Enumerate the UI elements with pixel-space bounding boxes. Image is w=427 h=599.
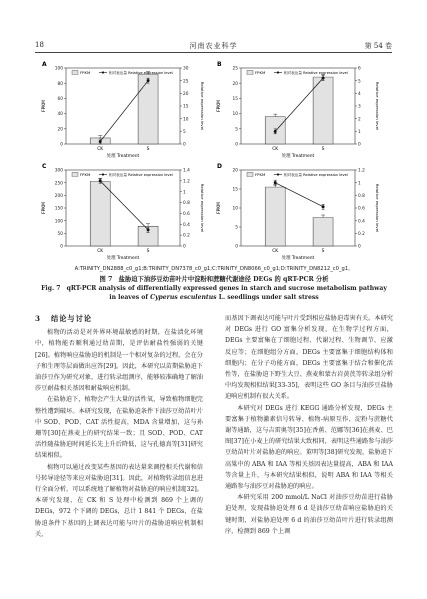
y-left-tick-label: 0	[60, 244, 63, 250]
y-left-tick-label: 60	[57, 97, 63, 102]
y-right-tick-label: 0.2	[183, 233, 190, 239]
y-left-axis-title: FPKM	[42, 100, 47, 112]
y-right-tick-label: 0.8	[358, 193, 365, 199]
y-right-tick-label: 10	[183, 117, 189, 123]
panel-letter: C	[42, 163, 47, 170]
legend-swatch-rel-point	[277, 173, 279, 175]
y-left-tick-label: 40	[57, 112, 63, 118]
y-right-tick-label: 6	[358, 66, 361, 72]
bar-fpkm	[90, 181, 110, 246]
paragraph: 本研究采用 200 mmol/L NaCl 对油莎豆幼苗进行盐胁迫处理，发现盐胁迫处理 6 d 是油莎豆幼苗响应盐胁迫的关键时期，对盐胁迫处理 6 d 的油莎豆幼苗叶片进行转录组测序，检测到 869 个上调	[225, 494, 393, 535]
y-right-tick-label: 20	[183, 91, 189, 97]
bar-fpkm	[265, 187, 285, 246]
y-left-tick-label: 200	[54, 193, 63, 199]
chart-panel-d	[215, 164, 385, 262]
y-left-tick-label: 15	[232, 97, 238, 102]
panel-letter: A	[42, 61, 47, 68]
plot-frame	[66, 170, 180, 246]
bar-fpkm	[313, 218, 333, 247]
y-right-tick-label: 0.4	[183, 222, 190, 228]
x-tick-label: S	[321, 249, 325, 254]
y-right-tick-label: 0.6	[183, 212, 190, 218]
y-left-tick-label: 80	[57, 81, 63, 87]
y-right-tick-label: 1.4	[183, 168, 190, 174]
y-right-tick-label: 5	[358, 79, 361, 85]
y-right-tick-label: 0.4	[358, 219, 365, 225]
y-right-axis-title: Relative expression level	[375, 183, 380, 233]
legend-swatch-fpkm	[247, 173, 253, 177]
legend-label-fpkm: FPKM	[255, 172, 266, 177]
paragraph: 植物的活动是对外界环境最敏感的时期，在盐渍化环境中，植物能否顺利通过幼苗期，是评估耐盐性强弱的关键[26]。植物响应盐胁迫的机制是一个相对复杂的过程，会在分子和生理等层面做出应答[29]。因此，本研究以苗期盐胁迫下油莎豆作为研究对象，进行转录组测序，能够较准确地了解油莎豆耐盐相关基因和耐盐响应机制。	[35, 329, 203, 393]
point-relative-expression	[274, 181, 277, 184]
point-relative-expression	[147, 79, 150, 82]
y-right-tick-label: 1	[358, 181, 361, 187]
y-left-tick-label: 10	[232, 112, 238, 118]
y-right-tick-label: 0	[358, 244, 361, 250]
y-left-tick-label: 300	[54, 168, 63, 174]
chart-svg	[215, 62, 385, 160]
y-left-tick-label: 150	[54, 206, 63, 212]
y-left-tick-label: 25	[232, 66, 238, 72]
x-tick-label: S	[146, 147, 150, 152]
bar-fpkm	[313, 77, 333, 144]
y-left-tick-label: 50	[57, 231, 63, 237]
y-left-tick-label: 0	[235, 244, 238, 250]
y-right-axis-title: Relative expression level	[375, 81, 380, 131]
legend-swatch-rel-point	[277, 71, 279, 73]
y-left-tick-label: 10	[232, 206, 238, 212]
paragraph: 本研究对 DEGs 进行 KEGG 通路分析发现，DEGs 主要富集于植物激素信号转导、植物-病原互作、淀粉与蔗糖代谢等通路，这与吉雷奥等[35]在香蕉、范娜等[36]在燕麦、巴图[37]在小麦上的研究结果大致相同，表明这些通路参与油莎豆幼苗叶片对盐胁迫的响应。董明等[38]研究发现，盐胁迫下高粱中的 ABA 和 IAA 等相关基因表达量提高，ABA 和 IAA 等含量上升，与本研究结果相似，说明 ABA 和 IAA 等相关通路参与油莎豆对盐胁迫的响应。	[225, 404, 393, 491]
y-right-tick-label: 15	[183, 104, 189, 110]
y-right-tick-label: 1	[358, 129, 361, 135]
y-right-tick-label: 0	[358, 142, 361, 148]
y-left-tick-label: 20	[232, 81, 238, 87]
y-left-axis-title: FPKM	[217, 202, 222, 214]
panel-letter: B	[217, 61, 222, 68]
y-right-axis-title: Relative expression level	[200, 81, 205, 131]
y-right-tick-label: 1	[183, 190, 186, 196]
y-left-tick-label: 100	[54, 219, 63, 225]
legend-label-rel: 相对表达量 Relative expression level	[284, 173, 348, 177]
y-right-tick-label: 1.2	[358, 168, 365, 174]
figure-gene-legend: A:TRINITY_DN2888_c0_g1;B:TRINITY_DN7378_c0_g1;C:TRINITY_DN8066_c0_g1;D:TRINITY_DN8212_c0_g1。	[74, 266, 354, 272]
y-right-tick-label: 2	[358, 117, 361, 123]
legend-label-fpkm: FPKM	[255, 70, 266, 75]
y-left-tick-label: 5	[235, 225, 238, 231]
y-right-tick-label: 0.2	[358, 231, 365, 237]
y-right-tick-label: 1.2	[183, 179, 190, 185]
legend-label-fpkm: FPKM	[80, 172, 91, 177]
y-left-tick-label: 100	[54, 66, 63, 72]
point-relative-expression	[274, 130, 277, 133]
figure-caption-en: Fig. 7 qRT-PCR analysis of differentially expressed genes in starch and sucrose metabolism pathway in leaves of Cyperus esculentus L. seedlings under salt stress	[41, 285, 387, 301]
point-relative-expression	[99, 140, 102, 143]
legend-swatch-rel-point	[102, 173, 104, 175]
x-tick-label: S	[321, 147, 325, 152]
bar-fpkm	[138, 74, 158, 144]
y-right-tick-label: 0	[183, 142, 186, 148]
x-axis-title: 处理 Treatment	[106, 256, 140, 261]
y-right-tick-label: 25	[183, 79, 189, 85]
point-relative-expression	[322, 77, 325, 80]
x-axis-title: 处理 Treatment	[281, 256, 315, 261]
section-heading: 3 结论与讨论	[35, 314, 92, 323]
point-relative-expression	[99, 179, 102, 182]
y-left-axis-title: FPKM	[42, 202, 47, 214]
chart-svg	[215, 164, 385, 262]
y-left-tick-label: 20	[232, 168, 238, 174]
chart-panel-c	[40, 164, 210, 262]
point-relative-expression	[322, 205, 325, 208]
running-header	[35, 40, 392, 53]
legend-swatch-fpkm	[72, 173, 78, 177]
panel-letter: D	[217, 163, 222, 170]
page-number: 18	[35, 41, 44, 49]
y-right-tick-label: 30	[183, 66, 189, 72]
y-left-tick-label: 15	[232, 187, 238, 193]
chart-svg	[40, 164, 210, 262]
chart-svg	[40, 62, 210, 160]
right-column	[225, 313, 393, 537]
x-axis-title: 处理 Treatment	[106, 154, 140, 159]
legend-label-rel: 相对表达量 Relative expression level	[109, 173, 173, 177]
y-right-tick-label: 0.6	[358, 206, 365, 212]
legend-swatch-fpkm	[72, 71, 78, 75]
x-axis-title: 处理 Treatment	[281, 154, 315, 159]
paragraph: 而基因下调表达可能与叶片受到相应盐胁迫毒害有关。本研究对 DEGs 进行 GO 富集分析发现，在生物学过程方面，DEGs 主要富集在了细胞过程、代谢过程、生物调节、应激反应等；在细胞组分方面，DEGs 主要富集于细胞结构体和细胞内；在分子功能方面，DEGs 主要富集于结合和催化活性等，在盐胁迫下野生大豆、燕麦和蒙古岩黄芪等转录组分析中均发现相似结果[33-35]，表明这些 GO 条目与油莎豆盐胁迫响应机制有很大关系。	[225, 315, 393, 401]
x-tick-label: CK	[272, 249, 279, 254]
y-right-tick-label: 5	[183, 129, 186, 135]
y-right-tick-label: 0	[183, 244, 186, 250]
volume-label: 第 54 卷	[364, 42, 392, 50]
legend-swatch-rel-point	[102, 71, 104, 73]
y-left-axis-title: FPKM	[217, 100, 222, 112]
journal-title: 河南农业科学	[189, 42, 238, 50]
chart-panel-b	[215, 62, 385, 160]
y-right-axis-title: Relative expression level	[200, 183, 205, 233]
chart-panel-a	[40, 62, 210, 160]
left-column	[35, 313, 203, 540]
y-left-tick-label: 250	[54, 181, 63, 187]
legend-label-rel: 相对表达量 Relative expression level	[284, 71, 348, 75]
x-tick-label: CK	[272, 147, 279, 152]
plot-frame	[66, 68, 180, 144]
y-right-tick-label: 0.8	[183, 201, 190, 207]
point-relative-expression	[147, 228, 150, 231]
y-left-tick-label: 0	[235, 142, 238, 148]
plot-frame	[241, 170, 355, 246]
x-tick-label: CK	[97, 147, 104, 152]
y-right-tick-label: 4	[358, 91, 361, 97]
y-right-tick-label: 3	[358, 104, 361, 110]
legend-label-rel: 相对表达量 Relative expression level	[109, 71, 173, 75]
x-tick-label: S	[146, 249, 150, 254]
y-left-tick-label: 20	[57, 127, 63, 133]
y-left-tick-label: 5	[235, 127, 238, 133]
legend-swatch-fpkm	[247, 71, 253, 75]
x-tick-label: CK	[97, 249, 104, 254]
paragraph: 在盐胁迫下，植物会产生大量的活性氧，导致植物细胞完整性遭到破坏。本研究发现，在盐胁迫条件下油莎豆幼苗叶片中 SOD、POD、CAT 活性提高，MDA 含量增加，这与孙珊等[30]在燕麦上的研究结果一致；且 SOD、POD、CAT 活性随盐胁迫时间延长先上升后降低，这与孔德真等[31]研究结果相似。	[35, 396, 203, 460]
paragraph: 植物可以通过改变某些基因的表达量来调控相关代谢和信号转导途径等来应对盐胁迫[31]。因此，对植物转录组信息进行全面分析，可以系统地了解植物对盐胁迫的响应机制[32]。本研究发现，在 CK 和 S 处理中检测到 869 个上调的 DEGs，972 个下调的 DEGs，总计 1 841 个 DEGs，在盐胁迫条件下基因的上调表达可能与叶片的盐胁迫响应机制相关，	[35, 463, 203, 538]
y-left-tick-label: 0	[60, 142, 63, 148]
legend-label-fpkm: FPKM	[80, 70, 91, 75]
figure-caption-cn: 图 7 盐胁迫下油莎豆幼苗叶片中淀粉和蔗糖代谢途径 DEGs 的 qRT-PCR 分析	[99, 276, 329, 283]
